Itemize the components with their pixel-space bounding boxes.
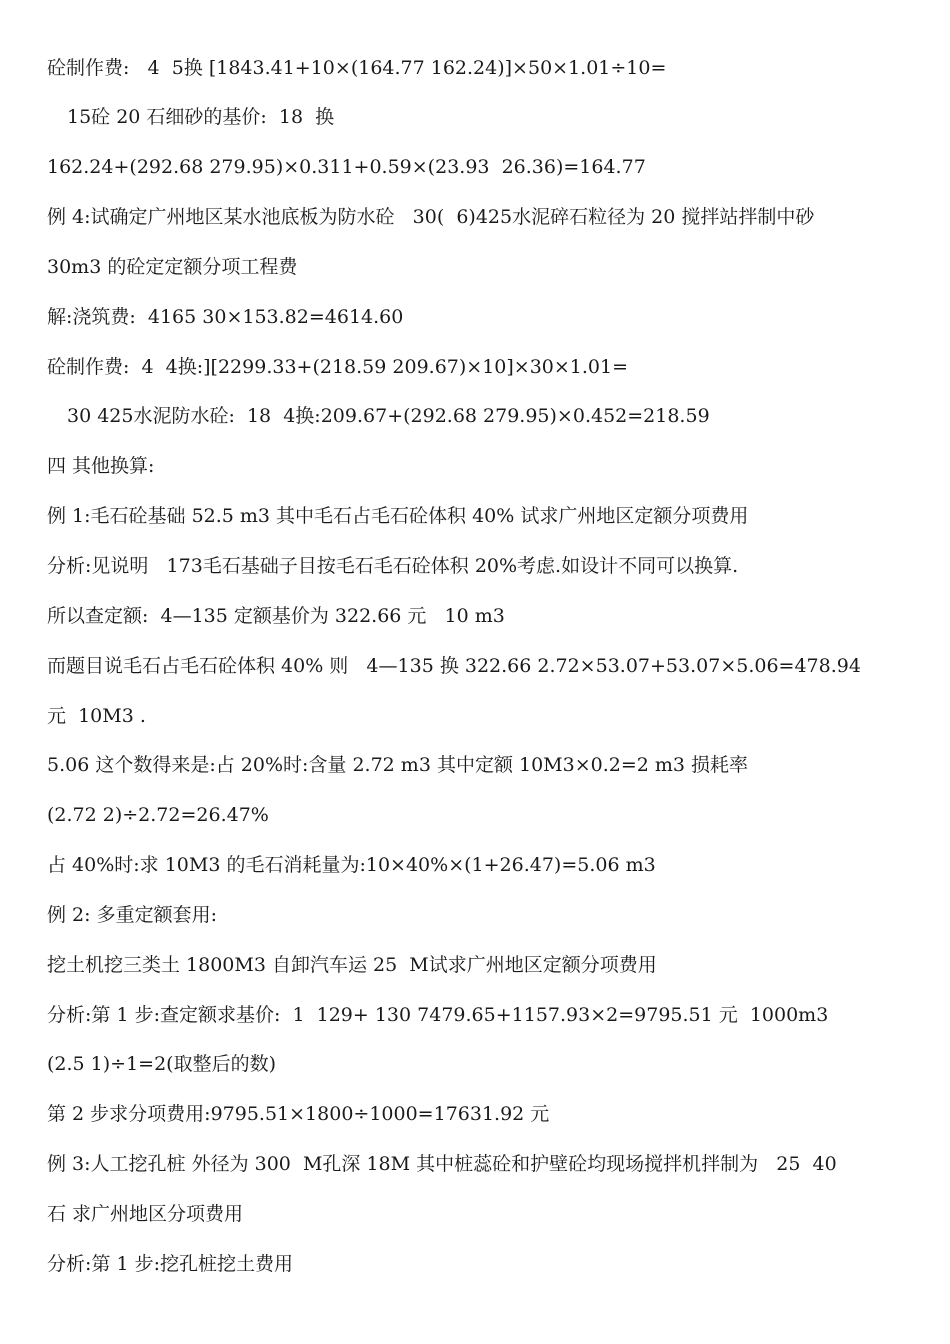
text-line-9: 四 其他换算: <box>47 455 155 477</box>
text-line-13: 而题目说毛石占毛石砼体积 40% 则 4—135 换 322.66 2.72×53.07+53.07×5.06=478.94 <box>47 655 861 677</box>
text-line-23: 例 3:人工挖孔桩 外径为 300 M孔深 18M 其中桩蕊砼和护壁砼均现场搅拌机拌制为 25 40 <box>47 1153 837 1175</box>
text-line-12: 所以查定额: 4—135 定额基价为 322.66 元 10 m3 <box>47 605 505 627</box>
text-line-20: 分析:第 1 步:查定额求基价: 1 129+ 130 7479.65+1157.93×2=9795.51 元 1000m3 <box>47 1004 829 1026</box>
text-line-6: 解:浇筑费: 4165 30×153.82=4614.60 <box>47 306 404 328</box>
text-line-14: 元 10M3 . <box>47 705 146 727</box>
text-line-5: 30m3 的砼定定额分项工程费 <box>47 256 298 278</box>
text-line-25: 分析:第 1 步:挖孔桩挖土费用 <box>47 1253 293 1275</box>
text-line-17: 占 40%时:求 10M3 的毛石消耗量为:10×40%×(1+26.47)=5.06 m3 <box>47 854 656 876</box>
text-line-24: 石 求广州地区分项费用 <box>47 1203 244 1225</box>
text-line-16: (2.72 2)÷2.72=26.47% <box>47 804 269 826</box>
text-line-18: 例 2: 多重定额套用: <box>47 904 217 926</box>
text-line-15: 5.06 这个数得来是:占 20%时:含量 2.72 m3 其中定额 10M3×0.2=2 m3 损耗率 <box>47 754 749 776</box>
text-line-4: 例 4:试确定广州地区某水池底板为防水砼 30( 6)425水泥碎石粒径为 20 搅拌站拌制中砂 <box>47 206 815 228</box>
text-line-11: 分析:见说明 173毛石基础子目按毛石毛石砼体积 20%考虑.如设计不同可以换算. <box>47 555 739 577</box>
text-line-8: 30 425水泥防水砼: 18 4换:209.67+(292.68 279.95)×0.452=218.59 <box>67 405 710 427</box>
text-line-2: 15砼 20 石细砂的基价: 18 换 <box>67 106 335 128</box>
text-line-21: (2.5 1)÷1=2(取整后的数) <box>47 1053 277 1075</box>
text-line-19: 挖土机挖三类土 1800M3 自卸汽车运 25 M试求广州地区定额分项费用 <box>47 954 657 976</box>
text-line-10: 例 1:毛石砼基础 52.5 m3 其中毛石占毛石砼体积 40% 试求广州地区定额分项费用 <box>47 505 749 527</box>
text-line-3: 162.24+(292.68 279.95)×0.311+0.59×(23.93 26.36)=164.77 <box>47 156 646 178</box>
text-line-7: 砼制作费: 4 4换:][2299.33+(218.59 209.67)×10]×30×1.01= <box>47 356 629 378</box>
text-line-22: 第 2 步求分项费用:9795.51×1800÷1000=17631.92 元 <box>47 1103 550 1125</box>
text-line-1: 砼制作费: 4 5换 [1843.41+10×(164.77 162.24)]×50×1.01÷10= <box>47 57 667 79</box>
